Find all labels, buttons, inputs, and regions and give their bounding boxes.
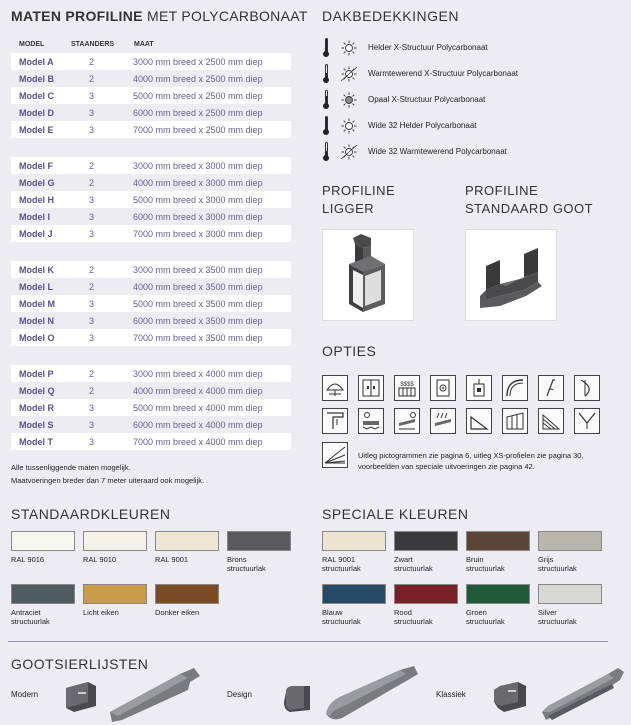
cell-maat: 3000 mm breed x 3500 mm diep [133, 265, 263, 275]
cell-staanders: 2 [89, 282, 95, 292]
cell-staanders: 3 [89, 125, 95, 135]
ligger-image [322, 229, 414, 321]
gutter-klassiek-end-image [490, 676, 534, 716]
cell-model: Model H [19, 195, 54, 205]
cell-staanders: 2 [89, 74, 95, 84]
rain-slope-icon [430, 408, 456, 434]
color-label: RAL 9016 [11, 555, 45, 564]
gutter-design-profile-image [322, 662, 422, 724]
cell-maat: 7000 mm breed x 3500 mm diep [133, 333, 263, 343]
table-row [11, 433, 291, 450]
table-row [11, 295, 291, 312]
cell-model: Model M [19, 299, 55, 309]
gutter-end-icon [322, 408, 348, 434]
cell-model: Model A [19, 57, 54, 67]
color-swatch [466, 531, 530, 551]
cell-maat: 4000 mm breed x 4000 mm diep [133, 386, 263, 396]
color-label: RAL 9010 [83, 555, 117, 564]
col-header-maat: MAAT [134, 41, 154, 48]
divider [8, 641, 608, 642]
cell-staanders: 3 [89, 108, 95, 118]
table-row [11, 174, 291, 191]
thermometer-icon [323, 116, 329, 136]
cell-model: Model Q [19, 386, 55, 396]
roofing-label: Warmtewerend X-Structuur Polycarbonaat [368, 69, 518, 78]
roofing-item [320, 116, 620, 136]
v-gutter-icon [574, 408, 600, 434]
cell-model: Model L [19, 282, 53, 292]
color-swatch [394, 531, 458, 551]
gutter-label-klassiek: Klassiek [436, 690, 466, 699]
standard-colors-title: STANDAARDKLEUREN [11, 506, 171, 522]
table-row [11, 225, 291, 242]
thermometer-icon [323, 38, 329, 58]
color-label: RAL 9001 [155, 555, 189, 564]
col-header-model: MODEL [19, 41, 45, 48]
cell-staanders: 3 [89, 91, 95, 101]
roofing-item [320, 142, 620, 162]
awning-icon [322, 375, 348, 401]
curved-gutter-icon [502, 375, 528, 401]
color-swatch [83, 531, 147, 551]
cell-staanders: 2 [89, 178, 95, 188]
cell-model: Model B [19, 74, 54, 84]
cell-staanders: 2 [89, 57, 95, 67]
table-row [11, 53, 291, 70]
cell-staanders: 3 [89, 195, 95, 205]
gutter-modern-profile-image [108, 664, 208, 724]
color-label: Licht eiken [83, 608, 119, 617]
roofing-item [320, 64, 620, 84]
table-row [11, 312, 291, 329]
thermometer-icon [323, 90, 329, 110]
color-swatch [155, 584, 219, 604]
table-row [11, 70, 291, 87]
round-corner-icon [574, 375, 600, 401]
table-row [11, 329, 291, 346]
cell-maat: 3000 mm breed x 3000 mm diep [133, 161, 263, 171]
goot-image [465, 229, 557, 321]
cell-staanders: 3 [89, 229, 95, 239]
roofing-item [320, 90, 620, 110]
color-label: Blauw structuurlak [322, 608, 361, 626]
cell-staanders: 2 [89, 265, 95, 275]
heater-icon [394, 375, 420, 401]
cell-staanders: 3 [89, 437, 95, 447]
side-wall-icon [502, 408, 528, 434]
color-swatch [538, 584, 602, 604]
table-row [11, 157, 291, 174]
cell-staanders: 3 [89, 403, 95, 413]
gutter-label-design: Design [227, 690, 252, 699]
table-row [11, 87, 291, 104]
color-label: Silver structuurlak [538, 608, 577, 626]
profile-ligger-title: PROFILINE LIGGER [322, 183, 396, 216]
cell-maat: 5000 mm breed x 3500 mm diep [133, 299, 263, 309]
sunscreen-icon [358, 408, 384, 434]
roofing-label: Wide 32 Helder Polycarbonaat [368, 121, 477, 130]
angle-icon [538, 375, 564, 401]
gutter-design-end-image [280, 680, 320, 718]
switch-icon [466, 375, 492, 401]
cell-model: Model F [19, 161, 53, 171]
color-swatch [11, 531, 75, 551]
cell-model: Model S [19, 420, 54, 430]
roofing-label: Opaal X-Structuur Polycarbonaat [368, 95, 486, 104]
table-row [11, 365, 291, 382]
gutter-klassiek-profile-image [538, 662, 628, 724]
table-row [11, 261, 291, 278]
color-swatch [227, 531, 291, 551]
roofing-item [320, 38, 620, 58]
table-row [11, 278, 291, 295]
col-header-staanders: STAANDERS [71, 41, 115, 48]
cell-model: Model D [19, 108, 54, 118]
wedge-icon [466, 408, 492, 434]
color-label: Grijs structuurlak [538, 555, 577, 573]
cell-model: Model R [19, 403, 54, 413]
options-title: OPTIES [322, 343, 377, 359]
cell-staanders: 2 [89, 386, 95, 396]
cell-maat: 5000 mm breed x 2500 mm diep [133, 91, 263, 101]
cell-model: Model I [19, 212, 50, 222]
cell-model: Model T [19, 437, 53, 447]
roof-sun-icon [394, 408, 420, 434]
cell-model: Model N [19, 316, 54, 326]
cell-staanders: 2 [89, 369, 95, 379]
cell-model: Model O [19, 333, 55, 343]
sun-opal-icon [340, 92, 358, 108]
color-label: Donker eiken [155, 608, 200, 617]
color-label: Bruin structuurlak [466, 555, 505, 573]
color-swatch [322, 584, 386, 604]
profile-goot-title: PROFILINE STANDAARD GOOT [465, 183, 594, 216]
color-swatch [155, 531, 219, 551]
cell-model: Model C [19, 91, 54, 101]
window-icon [358, 375, 384, 401]
note-line-2: Maatvoeringen breder dan 7 meter uiteraard ook mogelijk. [11, 476, 205, 485]
cell-staanders: 3 [89, 316, 95, 326]
cell-model: Model P [19, 369, 54, 379]
thermometer-icon [323, 142, 329, 162]
sun-filtered-icon [340, 144, 358, 160]
cell-staanders: 3 [89, 420, 95, 430]
table-row [11, 399, 291, 416]
cell-maat: 3000 mm breed x 2500 mm diep [133, 57, 263, 67]
sun-clear-icon [340, 118, 358, 134]
cell-maat: 6000 mm breed x 2500 mm diep [133, 108, 263, 118]
roof-fan-icon [322, 442, 348, 468]
cell-staanders: 3 [89, 333, 95, 343]
cell-maat: 6000 mm breed x 3500 mm diep [133, 316, 263, 326]
cell-maat: 6000 mm breed x 3000 mm diep [133, 212, 263, 222]
special-colors-title: SPECIALE KLEUREN [322, 506, 469, 522]
color-label: Groen structuurlak [466, 608, 505, 626]
table-row [11, 191, 291, 208]
gutter-label-modern: Modern [11, 690, 39, 699]
cell-maat: 4000 mm breed x 3000 mm diep [133, 178, 263, 188]
color-swatch [466, 584, 530, 604]
cell-staanders: 2 [89, 161, 95, 171]
options-note: Uitleg pictogrammen zie pagina 6, uitleg XS-profielen zie pagina 30, voorbeelden van speciale uitvoeringen zie pagina 42. [358, 451, 584, 471]
table-row [11, 121, 291, 138]
socket-icon [430, 375, 456, 401]
cell-maat: 5000 mm breed x 4000 mm diep [133, 403, 263, 413]
page-title: MATEN PROFILINE MET POLYCARBONAAT [11, 8, 308, 24]
cell-model: Model G [19, 178, 55, 188]
table-row [11, 104, 291, 121]
gutters-title: GOOTSIERLIJSTEN [11, 656, 149, 672]
color-swatch [538, 531, 602, 551]
roofing-label: Wide 32 Warmtewerend Polycarbonaat [368, 147, 507, 156]
color-label: RAL 9001 structuurlak [322, 555, 361, 573]
gutter-modern-end-image [62, 676, 106, 716]
color-swatch [83, 584, 147, 604]
triangle-wall-icon [538, 408, 564, 434]
roofing-label: Helder X-Structuur Polycarbonaat [368, 43, 488, 52]
cell-maat: 5000 mm breed x 3000 mm diep [133, 195, 263, 205]
cell-maat: 3000 mm breed x 4000 mm diep [133, 369, 263, 379]
cell-maat: 6000 mm breed x 4000 mm diep [133, 420, 263, 430]
cell-model: Model E [19, 125, 54, 135]
table-row [11, 382, 291, 399]
sun-clear-icon [340, 40, 358, 56]
color-label: Zwart structuurlak [394, 555, 433, 573]
color-label: Antraciet structuurlak [11, 608, 50, 626]
color-label: Brons structuurlak [227, 555, 266, 573]
cell-maat: 7000 mm breed x 3000 mm diep [133, 229, 263, 239]
roofing-title: DAKBEDEKKINGEN [322, 8, 459, 24]
cell-maat: 4000 mm breed x 3500 mm diep [133, 282, 263, 292]
color-swatch [322, 531, 386, 551]
cell-model: Model J [19, 229, 53, 239]
color-swatch [394, 584, 458, 604]
cell-maat: 4000 mm breed x 2500 mm diep [133, 74, 263, 84]
cell-maat: 7000 mm breed x 4000 mm diep [133, 437, 263, 447]
color-swatch [11, 584, 75, 604]
note-line-1: Alle tussenliggende maten mogelijk. [11, 463, 131, 472]
sun-filtered-icon [340, 66, 358, 82]
thermometer-icon [323, 64, 329, 84]
table-row [11, 208, 291, 225]
table-row [11, 416, 291, 433]
svg-text:$$$$: $$$$ [400, 382, 414, 388]
cell-maat: 7000 mm breed x 2500 mm diep [133, 125, 263, 135]
cell-staanders: 3 [89, 212, 95, 222]
color-label: Rood structuurlak [394, 608, 433, 626]
cell-model: Model K [19, 265, 54, 275]
cell-staanders: 3 [89, 299, 95, 309]
